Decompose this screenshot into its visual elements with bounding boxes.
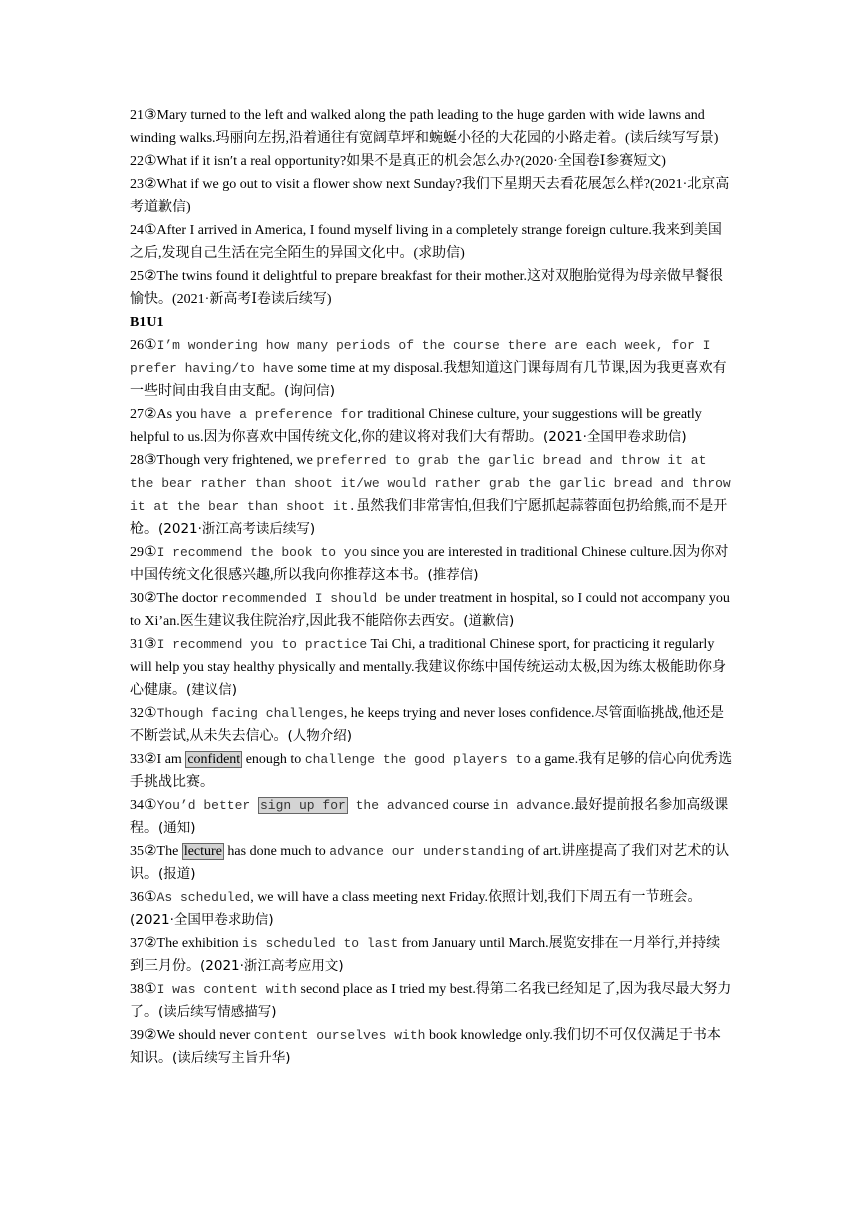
sentence-segment: (建议信) <box>186 682 238 698</box>
sentence-segment: 31③ <box>130 637 157 652</box>
sentence-segment: course <box>449 798 493 813</box>
sentence-segment: I recommend you to practice <box>156 637 368 652</box>
sentence-segment: 27②As you <box>130 407 201 422</box>
sentence-segment: Though facing challenges <box>156 706 344 721</box>
sentence-segment: (2021·浙江高考读后续写) <box>158 521 316 537</box>
sentence-entry <box>130 1024 734 1070</box>
sentence-segment: (报道) <box>158 866 196 882</box>
sentence-segment: 30②The doctor <box>130 591 222 606</box>
sentence-segment: Tai Chi, a traditional Chinese sport, for practicing it regularly will help you stay healthy physically and mentally.我建议你练中国传统运动太极,因为练太极能助你身心健康。 <box>130 637 726 698</box>
sentence-segment: 24①After I arrived in America, I found myself living in a completely strange foreign culture.我来到美国之后,发现自己生活在完全陌生的异国文化中。(求助信) <box>130 223 722 261</box>
sentence-segment: 28③Though very frightened, we <box>130 453 317 468</box>
sentence-entry <box>130 794 734 840</box>
sentence-segment: has done much to <box>223 844 330 859</box>
sentence-segment: preferred to grab the garlic bread and throw it at the bear rather than shoot it/we would rather grab the garlic bread and throw it at the bear than shoot it. <box>130 453 731 514</box>
sentence-segment: second place as I tried my best.得第二名我已经知足了,因为我尽最大努力了。 <box>130 982 732 1020</box>
sentence-entry <box>130 173 734 219</box>
sentence-entry <box>130 265 734 311</box>
sentence-segment: (推荐信) <box>427 567 479 583</box>
sentence-entry <box>130 840 734 886</box>
sentence-segment: (2021·浙江高考应用文) <box>200 958 344 974</box>
sentence-segment: 22①What if it isn′t a real opportunity?如果不是真正的机会怎么办?(2020·全国卷Ⅰ参赛短文) <box>130 154 666 169</box>
sentence-segment: challenge the good players to <box>304 752 532 767</box>
sentence-segment: the advanced <box>347 798 450 813</box>
sentence-entry <box>130 702 734 748</box>
sentence-segment: , we will have a class meeting next Friday.依照计划,我们下周五有一节班会。 <box>250 890 702 905</box>
sentence-segment: (读后续写主旨升华) <box>172 1050 291 1066</box>
sentence-segment: I’m wondering how many periods of the course there are each week, for I prefer having/to have <box>130 338 711 376</box>
sentence-segment: (询问信) <box>284 383 336 399</box>
sentence-segment: 21③Mary turned to the left and walked along the path leading to the huge garden with wide lawns and winding walks.玛丽向左拐,沿着通往有宽阔草坪和蜿蜒小径的大花园的小路走着。(读后续写写景) <box>130 108 719 146</box>
sentence-segment: You’d better <box>156 798 258 813</box>
section-heading: B1U1 <box>130 315 164 330</box>
sentence-segment: under treatment in hospital, so I could not accompany you to Xi’an.医生建议我住院治疗,因此我不能陪你去西安。 <box>130 591 730 629</box>
sentence-segment: of art.讲座提高了我们对艺术的认识。 <box>130 844 730 882</box>
sentence-segment: 29① <box>130 545 157 560</box>
sentence-segment: advance our understanding <box>329 844 525 859</box>
sentence-segment: As scheduled <box>156 890 251 905</box>
sentence-entry <box>130 587 734 633</box>
sentence-segment: 虽然我们非常害怕,但我们宁愿抓起蒜蓉面包扔给熊,而不是开枪。 <box>130 499 728 537</box>
sentence-segment: have a preference for <box>200 407 364 422</box>
document-page <box>130 104 734 1070</box>
entries-block-1 <box>130 104 734 311</box>
sentence-segment: some time at my disposal.我想知道这门课每周有几节课,因为我更喜欢有一些时间由我自由支配。 <box>130 361 727 399</box>
sentence-entry <box>130 104 734 150</box>
sentence-segment: enough to <box>242 752 305 767</box>
sentence-segment: 39②We should never <box>130 1028 254 1043</box>
sentence-segment: (2021·全国甲卷求助信) <box>543 429 687 445</box>
sentence-segment: book knowledge only.我们切不可仅仅满足于书本知识。 <box>130 1028 721 1066</box>
sentence-segment: content ourselves with <box>253 1028 426 1043</box>
sentence-segment: 33②I am <box>130 752 186 767</box>
sentence-segment: since you are interested in traditional Chinese culture.因为你对中国传统文化很感兴趣,所以我向你推荐这本书。 <box>130 545 729 583</box>
sentence-entry <box>130 541 734 587</box>
sentence-entry <box>130 886 734 932</box>
highlighted-term: sign up for <box>259 798 346 813</box>
sentence-entry <box>130 403 734 449</box>
sentence-segment: , he keeps trying and never loses confidence.尽管面临挑战,他还是不断尝试,从未失去信心。 <box>130 706 725 744</box>
sentence-entry <box>130 334 734 403</box>
sentence-segment: a game.我有足够的信心向优秀选手挑战比赛。 <box>130 752 733 790</box>
sentence-segment: 38① <box>130 982 157 997</box>
sentence-segment: 35②The <box>130 844 182 859</box>
sentence-segment: 26① <box>130 338 157 353</box>
sentence-entry <box>130 219 734 265</box>
sentence-segment: 25②The twins found it delightful to prepare breakfast for their mother.这对双胞胎觉得为母亲做早餐很愉快。(2021·新高考Ⅰ卷读后续写) <box>130 269 724 307</box>
sentence-segment: I was content with <box>156 982 297 997</box>
sentence-segment: (读后续写情感描写) <box>158 1004 277 1020</box>
sentence-segment: from January until March.展览安排在一月举行,并持续到三月份。 <box>130 936 721 974</box>
sentence-segment: recommended I should be <box>221 591 401 606</box>
sentence-segment: (2021·全国甲卷求助信) <box>130 912 274 928</box>
sentence-entry <box>130 748 734 794</box>
sentence-segment: 37②The exhibition <box>130 936 243 951</box>
sentence-segment: (道歉信) <box>463 613 515 629</box>
sentence-segment: in advance <box>492 798 571 813</box>
sentence-segment: 36① <box>130 890 157 905</box>
sentence-entry <box>130 932 734 978</box>
sentence-segment: is scheduled to last <box>242 936 399 951</box>
sentence-segment: 34① <box>130 798 157 813</box>
sentence-entry <box>130 633 734 702</box>
sentence-entry <box>130 978 734 1024</box>
sentence-segment: .最好提前报名参加高级课程。 <box>130 798 729 836</box>
sentence-segment: I recommend the book to you <box>156 545 368 560</box>
entries-block-2 <box>130 334 734 1070</box>
sentence-segment: (通知) <box>158 820 196 836</box>
sentence-segment: 32① <box>130 706 157 721</box>
sentence-entry <box>130 449 734 541</box>
highlighted-term: lecture <box>183 844 222 859</box>
sentence-segment: 23②What if we go out to visit a flower show next Sunday?我们下星期天去看花展怎么样?(2021·北京高考道歉信) <box>130 177 730 215</box>
sentence-segment: traditional Chinese culture, your suggestions will be greatly helpful to us.因为你喜欢中国传统文化,你的建议将对我们大有帮助。 <box>130 407 702 445</box>
highlighted-term: confident <box>187 752 241 767</box>
sentence-entry <box>130 150 734 173</box>
sentence-segment: (人物介绍) <box>287 728 353 744</box>
